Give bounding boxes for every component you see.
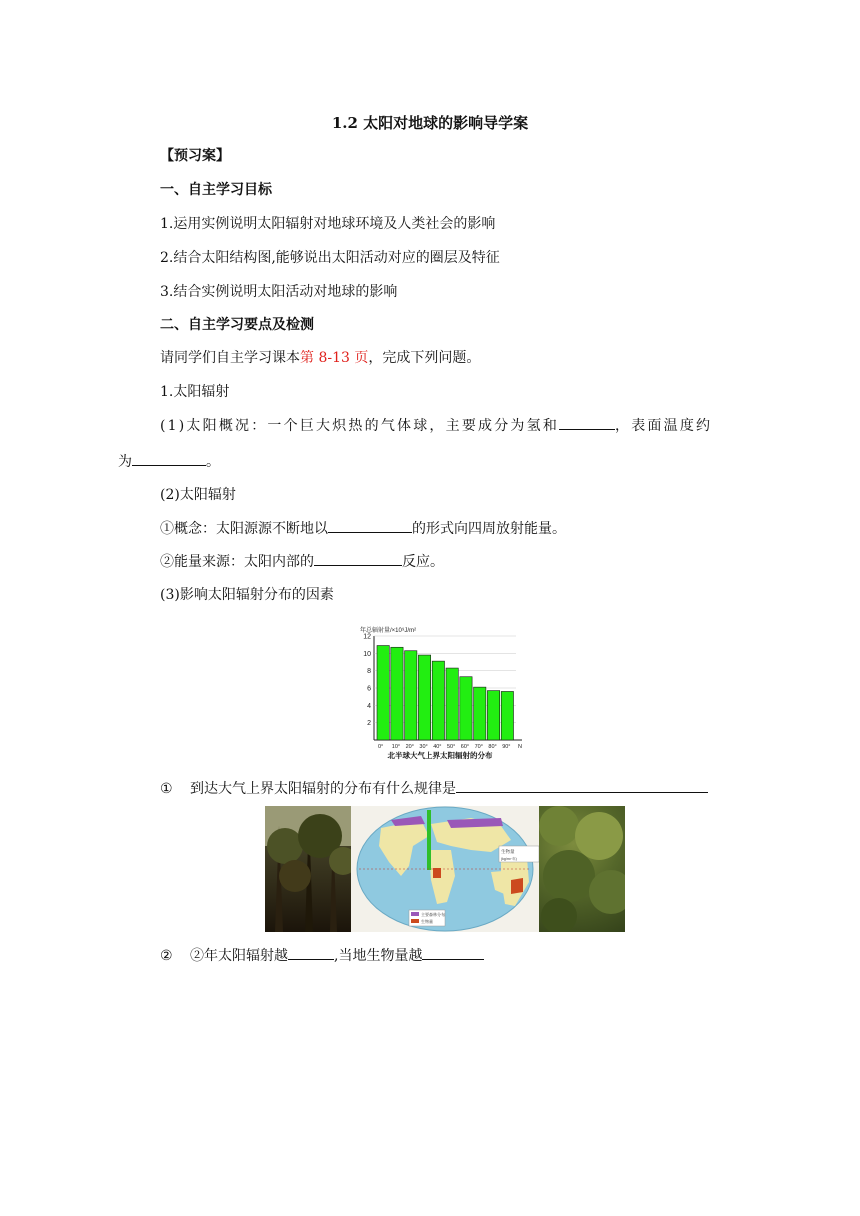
chart-x-tick-label: 60° xyxy=(460,744,470,750)
chart-y-tick-label: 2 xyxy=(367,720,371,728)
chart-bar xyxy=(487,691,499,740)
chart-x-tick-label: 90° xyxy=(502,744,511,750)
marker-label: 生物量 xyxy=(501,849,515,854)
chart-y-tick-label: 4 xyxy=(367,702,371,710)
chart-bar xyxy=(391,647,403,740)
sun-overview-line-2 xyxy=(118,451,220,472)
chart-bar xyxy=(474,687,486,740)
concept-line xyxy=(160,518,566,539)
energy-text: ②能量来源：太阳内部的 xyxy=(160,554,314,570)
goal-3: 3.结合实例说明太阳活动对地球的影响 xyxy=(160,284,398,300)
chart-x-tick-label: 30° xyxy=(419,744,428,750)
legend-biomass: 生物量 xyxy=(421,919,433,924)
chart-x-tick-label: 70° xyxy=(474,744,483,750)
chart-bar xyxy=(405,651,417,740)
sun-overview-text-3: 为 xyxy=(118,454,132,470)
energy-text-2: 反应。 xyxy=(402,554,444,570)
intro-pre: 请同学们自主学习课本 xyxy=(160,350,300,366)
section-preview: 【预习案】 xyxy=(160,148,230,164)
chart-y-tick-label: 8 xyxy=(367,668,371,676)
question-2-text: ②年太阳辐射越 xyxy=(190,948,288,964)
factors-subheading: (3)影响太阳辐射分布的因素 xyxy=(160,587,334,603)
question-2 xyxy=(160,945,484,966)
intro-line xyxy=(160,348,480,368)
intro-post: ，完成下列问题。 xyxy=(368,350,481,366)
chart-x-tick-label: 20° xyxy=(405,744,414,750)
sun-overview-text-2: ，表面温度约 xyxy=(615,418,713,434)
chart-x-tick-label: 50° xyxy=(447,744,456,750)
blank-temperature[interactable] xyxy=(132,451,206,466)
chart-ylabel: 年总辐射量/×10⁹J/m² xyxy=(360,628,417,634)
chart-y-tick-label: 12 xyxy=(363,633,371,641)
concept-text-2: 的形式向四周放射能量。 xyxy=(412,521,566,537)
blank-pattern[interactable] xyxy=(456,778,708,793)
forest-photo-right xyxy=(539,806,625,932)
chart-caption: 北半球大气上界太阳辐射的分布 xyxy=(387,751,493,760)
question-2-number: ② xyxy=(160,948,173,964)
blank-radiation[interactable] xyxy=(288,945,334,960)
heading-points: 二、自主学习要点及检测 xyxy=(160,317,314,333)
question-2-text-2: ,当地生物量越 xyxy=(334,948,423,964)
radiation-bar-chart xyxy=(354,622,526,762)
chart-bar xyxy=(460,677,472,740)
blank-biomass[interactable] xyxy=(422,945,484,960)
world-map xyxy=(351,806,539,932)
chart-x-tick-label: 0° xyxy=(378,744,384,750)
goal-2: 2.结合太阳结构图,能够说出太阳活动对应的圈层及特征 xyxy=(160,250,500,266)
legend-forest: 主要森林分布 xyxy=(421,912,445,917)
chart-bar xyxy=(446,668,458,740)
blank-form[interactable] xyxy=(328,518,412,533)
sun-overview-line xyxy=(160,415,730,436)
marker-unit: (kg/m²·年) xyxy=(501,857,517,861)
energy-source-line xyxy=(160,551,444,572)
sun-overview-text-4: 。 xyxy=(206,454,220,470)
chart-x-end-label: N xyxy=(518,744,522,750)
chart-bar xyxy=(377,646,389,740)
sun-overview-text: (1)太阳概况：一个巨大炽热的气体球，主要成分为氢和 xyxy=(160,418,560,434)
chart-bar xyxy=(432,661,444,740)
goal-1: 1.运用实例说明太阳辐射对地球环境及人类社会的影响 xyxy=(160,216,496,232)
concept-text: ①概念：太阳源源不断地以 xyxy=(160,521,328,537)
question-1-number: ① xyxy=(160,781,173,797)
question-1 xyxy=(160,778,708,799)
document-title: 1.2 太阳对地球的影响导学案 xyxy=(331,114,529,132)
chart-x-tick-label: 80° xyxy=(488,744,497,750)
heading-goals: 一、自主学习目标 xyxy=(160,182,272,198)
chart-bar xyxy=(418,655,430,740)
radiation-subheading: (2)太阳辐射 xyxy=(160,487,236,503)
biomass-figure xyxy=(265,806,625,932)
chart-y-tick-label: 6 xyxy=(367,685,371,693)
blank-component[interactable] xyxy=(559,415,615,430)
chart-bar xyxy=(501,691,513,740)
chart-y-tick-label: 10 xyxy=(363,650,371,658)
chart-x-tick-label: 40° xyxy=(433,744,442,750)
page-reference: 第 8-13 页 xyxy=(300,350,369,366)
question-1-text: 到达大气上界太阳辐射的分布有什么规律是 xyxy=(190,781,456,797)
forest-photo-left xyxy=(265,806,351,932)
item-solar-radiation: 1.太阳辐射 xyxy=(160,384,230,400)
chart-x-tick-label: 10° xyxy=(391,744,401,750)
blank-reaction[interactable] xyxy=(314,551,402,566)
